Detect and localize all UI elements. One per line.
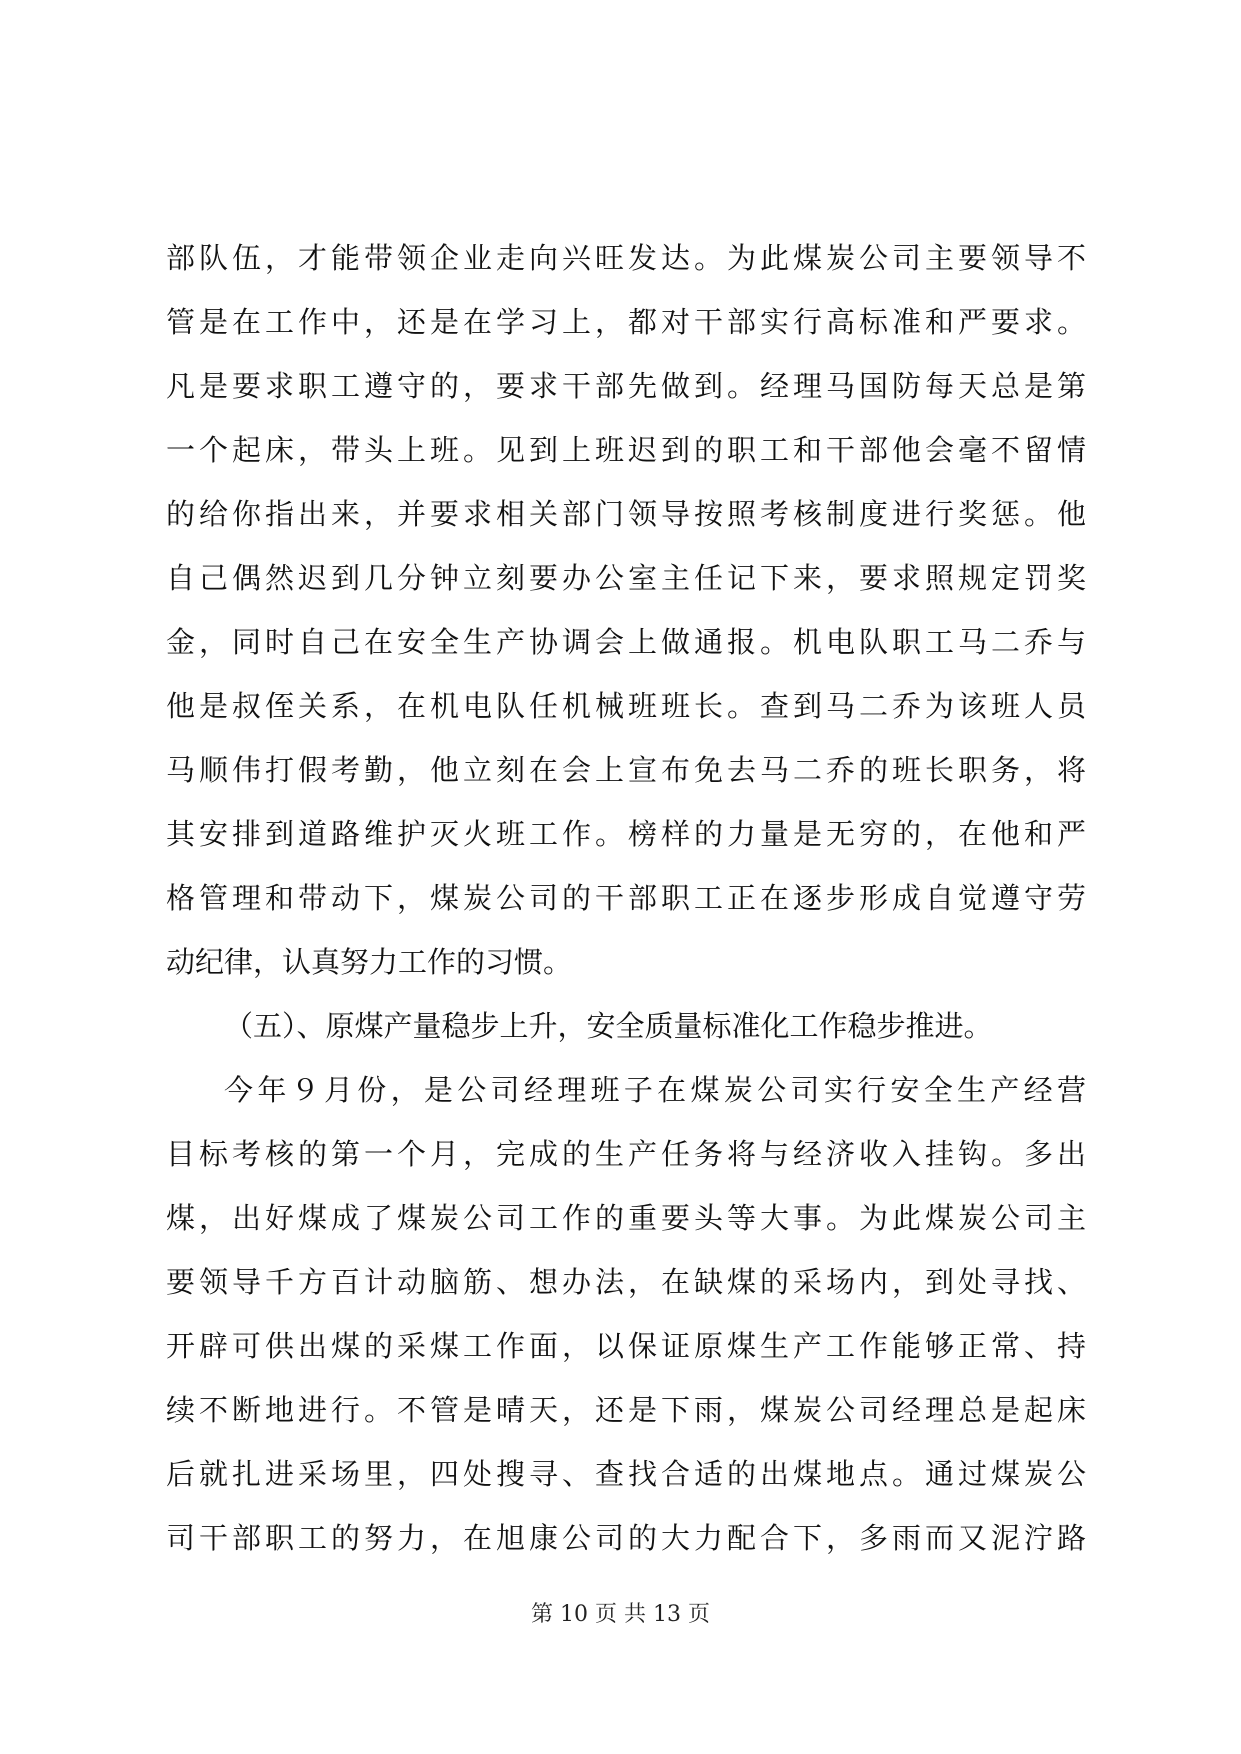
- text-line: 后就扎进采场里，四处搜寻、查找合适的出煤地点。通过煤炭公: [166, 1457, 1086, 1491]
- text-line: 目标考核的第一个月，完成的生产任务将与经济收入挂钩。多出: [166, 1137, 1086, 1171]
- paragraph-start-line: 今年９月份，是公司经理班子在煤炭公司实行安全生产经营: [224, 1073, 1086, 1107]
- text-line: 金，同时自己在安全生产协调会上做通报。机电队职工马二乔与: [166, 625, 1086, 659]
- text-line: 续不断地进行。不管是晴天，还是下雨，煤炭公司经理总是起床: [166, 1393, 1086, 1427]
- text-line: 格管理和带动下，煤炭公司的干部职工正在逐步形成自觉遵守劳: [166, 881, 1086, 915]
- text-line: 要领导千方百计动脑筋、想办法，在缺煤的采场内，到处寻找、: [166, 1265, 1086, 1299]
- paragraph-end-line: 动纪律，认真努力工作的习惯。: [166, 945, 573, 979]
- text-line: 马顺伟打假考勤，他立刻在会上宣布免去马二乔的班长职务，将: [166, 753, 1086, 787]
- text-line: 开辟可供出煤的采煤工作面，以保证原煤生产工作能够正常、持: [166, 1329, 1086, 1363]
- text-line: 的给你指出来，并要求相关部门领导按照考核制度进行奖惩。他: [166, 497, 1086, 531]
- text-line: 他是叔侄关系，在机电队任机械班班长。查到马二乔为该班人员: [166, 689, 1086, 723]
- text-line: 凡是要求职工遵守的，要求干部先做到。经理马国防每天总是第: [166, 369, 1086, 403]
- text-line: 司干部职工的努力，在旭康公司的大力配合下，多雨而又泥泞路: [166, 1521, 1086, 1555]
- text-line: 部队伍，才能带领企业走向兴旺发达。为此煤炭公司主要领导不: [166, 241, 1086, 275]
- section-heading: （五）、原煤产量稳步上升，安全质量标准化工作稳步推进。: [224, 1009, 993, 1043]
- body-text: [166, 226, 1086, 1570]
- text-line: 管是在工作中，还是在学习上，都对干部实行高标准和严要求。: [166, 305, 1086, 339]
- text-line: 煤，出好煤成了煤炭公司工作的重要头等大事。为此煤炭公司主: [166, 1201, 1086, 1235]
- text-line: 一个起床，带头上班。见到上班迟到的职工和干部他会毫不留情: [166, 433, 1086, 467]
- text-line: 其安排到道路维护灭火班工作。榜样的力量是无穷的，在他和严: [166, 817, 1086, 851]
- page-number-footer: 第 10 页 共 13 页: [531, 1602, 710, 1627]
- text-line: 自己偶然迟到几分钟立刻要办公室主任记下来，要求照规定罚奖: [166, 561, 1086, 595]
